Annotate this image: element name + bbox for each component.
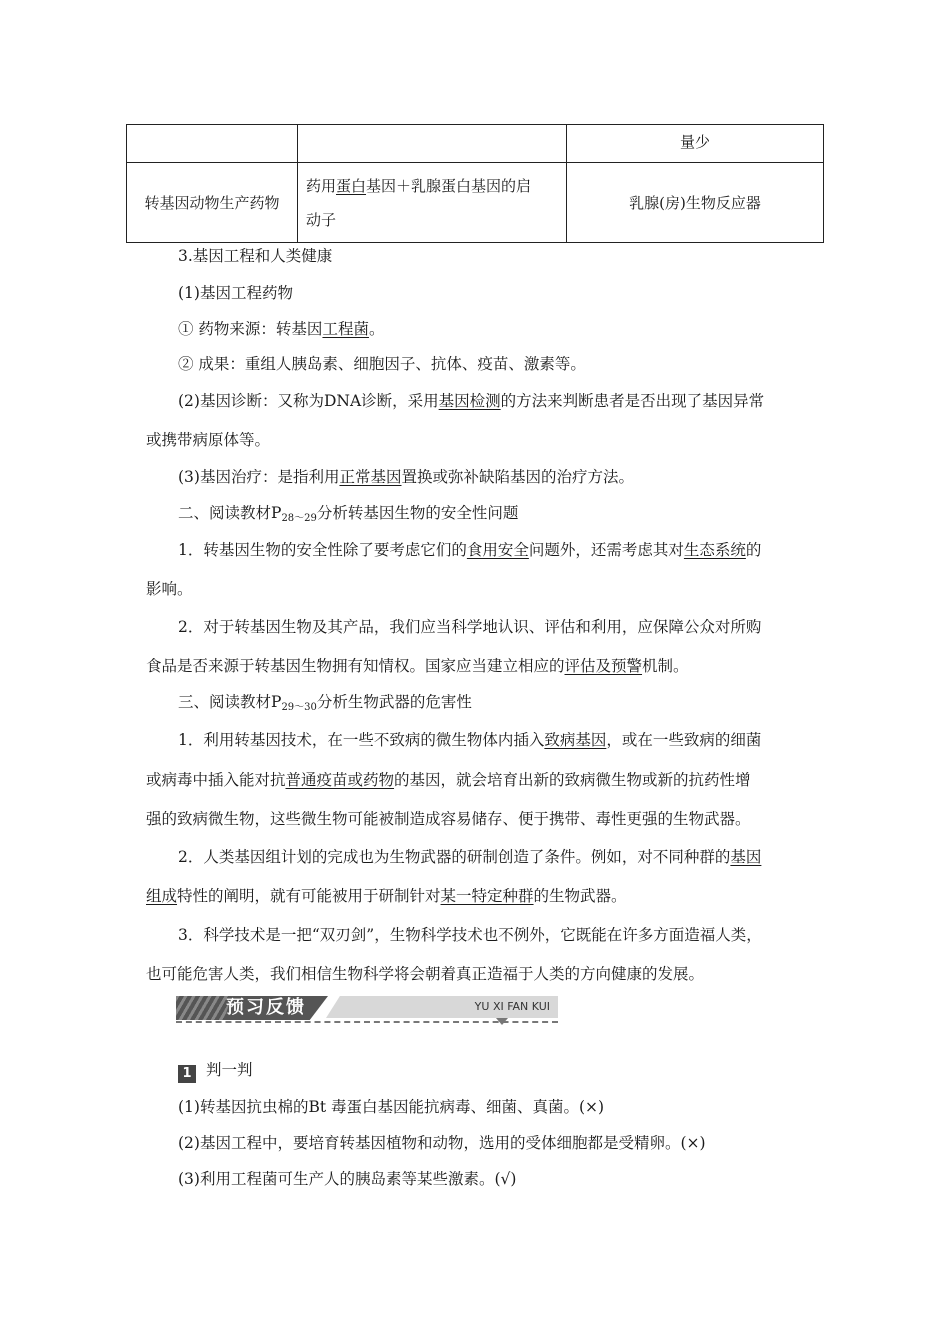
summary-table	[126, 124, 824, 243]
question: (1)转基因抗虫棉的Bt 毒蛋白基因能抗病毒、细菌、真菌。(×)	[178, 1098, 605, 1116]
banner-pinyin: YU XI FAN KUI	[474, 1000, 550, 1013]
question: (2)基因工程中，要培育转基因植物和动物，选用的受体细胞都是受精卵。(×)	[178, 1134, 706, 1152]
paragraph: 也可能危害人类，我们相信生物科学将会朝着真正造福于人类的方向健康的发展。	[146, 965, 705, 983]
preview-feedback-banner	[176, 996, 558, 1026]
banner-title: 预习反馈	[226, 997, 306, 1018]
text: 置换或弥补缺陷基因的治疗方法。	[401, 468, 634, 486]
underlined-term: 生态系统	[683, 541, 746, 559]
paragraph	[178, 319, 858, 339]
text: 或病毒中插入能对抗	[146, 771, 286, 789]
underlined-term: 基因	[730, 848, 762, 866]
text: 的方法来判断患者是否出现了基因异常	[500, 392, 765, 410]
question: (3)利用工程菌可生产人的胰岛素等某些激素。(√)	[178, 1170, 517, 1188]
underlined-term: 正常基因	[339, 468, 402, 486]
paragraph	[178, 730, 858, 750]
table-cell	[298, 163, 567, 243]
text: 判一判	[206, 1061, 253, 1079]
underlined-term: 工程菌	[322, 320, 369, 338]
table-cell: 乳腺(房)生物反应器	[567, 163, 824, 243]
paragraph	[178, 467, 858, 487]
text: 2．人类基因组计划的完成也为生物武器的研制创造了条件。例如，对不同种群的	[178, 848, 731, 866]
table-cell	[298, 125, 567, 163]
judge-heading	[178, 1060, 858, 1083]
underlined-term: 食用安全	[466, 541, 529, 559]
paragraph: (1)基因工程药物	[178, 284, 293, 302]
text: 1．利用转基因技术，在一些不致病的微生物体内插入	[178, 731, 545, 749]
cell-text: 动子	[306, 210, 337, 229]
underlined-term: 某一特定种群	[440, 887, 534, 905]
section-heading	[178, 503, 858, 529]
text: 问题外，还需考虑其对	[528, 541, 684, 559]
text: 食品是否来源于转基因生物拥有知情权。国家应当建立相应的	[146, 657, 565, 675]
text: ① 药物来源：转基因	[178, 320, 323, 338]
text: 的基因，就会培育出新的致病微生物或新的抗药性增	[394, 771, 751, 789]
cell-text: 药用	[306, 176, 337, 195]
section-heading	[178, 692, 858, 718]
text: ，或在一些致病的细菌	[606, 731, 762, 749]
underlined-term: 致病基因	[544, 731, 607, 749]
paragraph	[178, 847, 858, 867]
text: 特性的阐明，就有可能被用于研制针对	[177, 887, 441, 905]
paragraph	[146, 886, 826, 906]
paragraph: 强的致病微生物，这些微生物可能被制造成容易储存、便于携带、毒性更强的生物武器。	[146, 810, 751, 828]
text: 机制。	[642, 657, 689, 675]
underlined-term: 评估及预警	[564, 657, 643, 675]
page-range: 29～30	[281, 702, 317, 713]
cell-text: 量少	[679, 133, 710, 151]
underlined-term: 蛋白	[336, 176, 367, 195]
underlined-term: 组成	[146, 887, 178, 905]
paragraph	[146, 770, 826, 790]
paragraph	[178, 391, 858, 411]
text: 。	[368, 320, 385, 338]
paragraph: 影响。	[146, 580, 193, 598]
text: 1．转基因生物的安全性除了要考虑它们的	[178, 541, 467, 559]
number-badge: 1	[178, 1065, 196, 1083]
paragraph: ② 成果：重组人胰岛素、细胞因子、抗体、疫苗、激素等。	[178, 355, 586, 373]
text: 分析生物武器的危害性	[316, 693, 472, 711]
table-cell: 转基因动物生产药物	[127, 163, 298, 243]
paragraph: 2．对于转基因生物及其产品，我们应当科学地认识、评估和利用，应保障公众对所购	[178, 618, 762, 636]
paragraph: 或携带病原体等。	[146, 431, 271, 449]
underlined-term: 基因检测	[438, 392, 501, 410]
text: (3)基因治疗：是指利用	[178, 468, 340, 486]
text: 三、阅读教材P	[178, 693, 282, 711]
text: 二、阅读教材P	[178, 504, 282, 522]
text: 的	[745, 541, 762, 559]
text: 的生物武器。	[533, 887, 627, 905]
cell-text: 基因＋乳腺蛋白基因的启	[366, 176, 532, 195]
paragraph	[146, 656, 826, 676]
table-row	[127, 125, 824, 163]
text: 分析转基因生物的安全性问题	[316, 504, 519, 522]
section-heading: 3.基因工程和人类健康	[178, 247, 333, 265]
table-cell	[567, 125, 824, 163]
banner-stripes	[176, 996, 232, 1020]
table-cell	[127, 125, 298, 163]
page-range: 28～29	[281, 513, 317, 524]
underlined-term: 普通疫苗或药物	[285, 771, 395, 789]
paragraph: 3．科学技术是一把“双刃剑”，生物科学技术也不例外，它既能在许多方面造福人类，	[178, 926, 762, 944]
text: (2)基因诊断：又称为DNA诊断，采用	[178, 392, 439, 410]
paragraph	[178, 540, 858, 560]
chevron-down-icon	[496, 1018, 508, 1025]
table-row	[127, 163, 824, 243]
